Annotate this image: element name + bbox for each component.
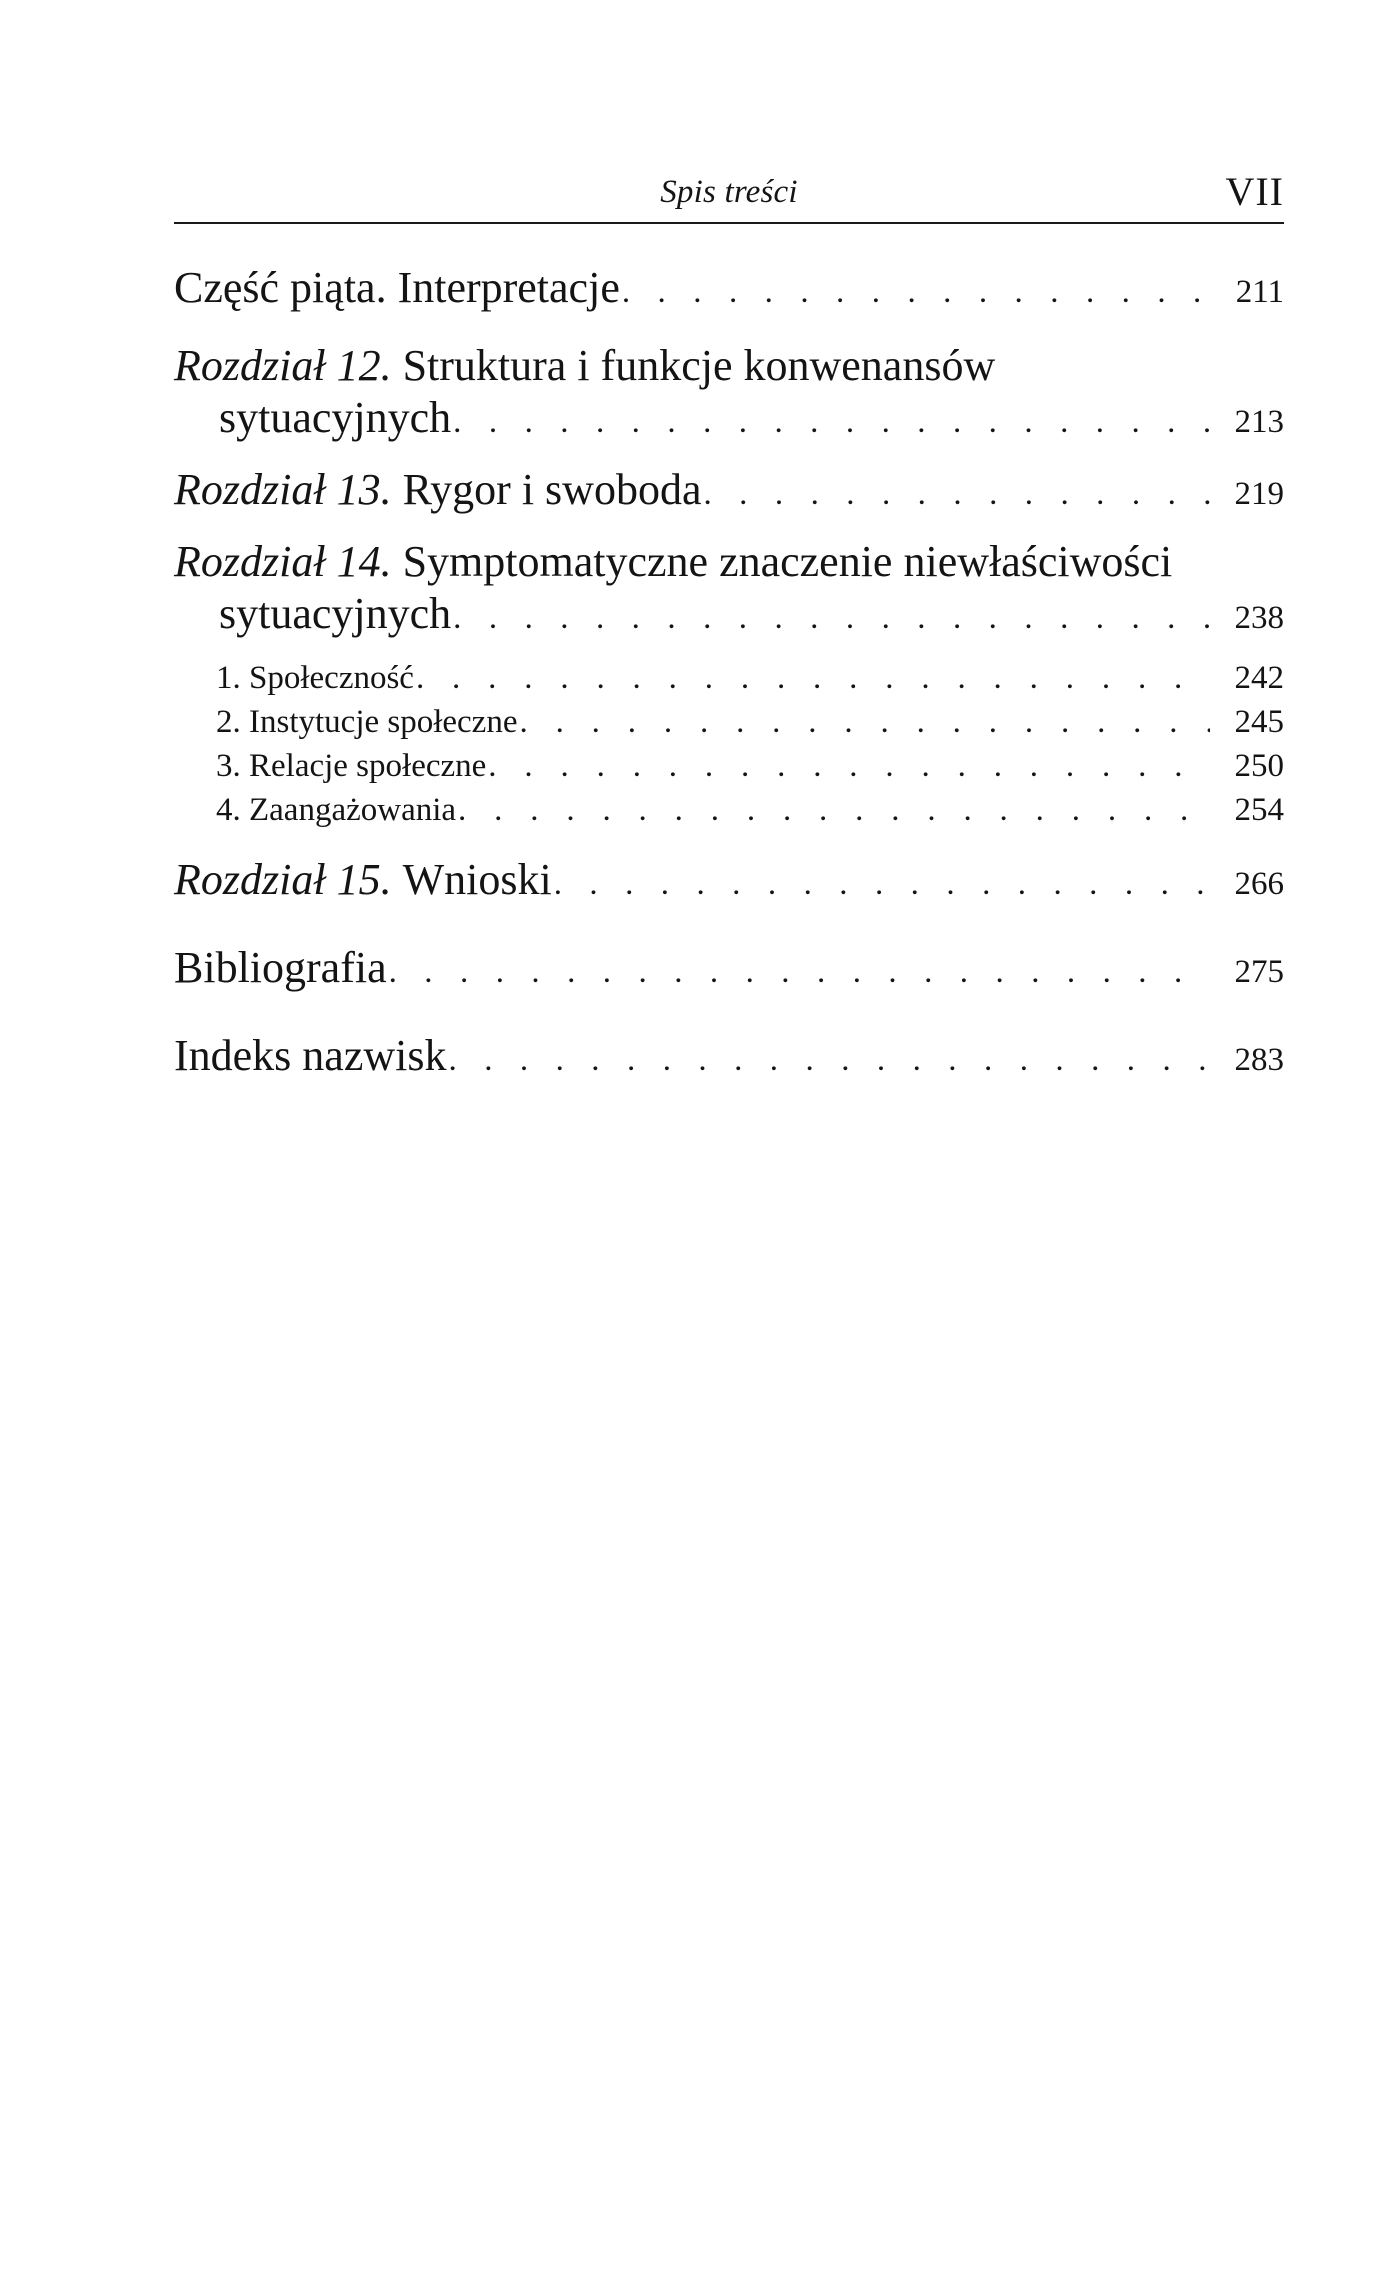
toc-section-1[interactable] (174, 656, 1284, 700)
running-header (174, 169, 1284, 224)
toc-entry-title: Symptomatyczne znaczenie niewłaściwości (402, 537, 1173, 586)
toc-entry-page: 211 (1235, 274, 1284, 310)
section-page: 254 (1234, 792, 1284, 828)
toc-entry-title: Część piąta. Interpretacje (174, 263, 620, 312)
toc-entry-part[interactable] (174, 262, 1284, 318)
dot-leader (389, 946, 1210, 998)
dot-leader (453, 396, 1210, 448)
section-title: Zaangażowania (249, 792, 457, 828)
toc-entry-title: Struktura i funkcje konwenansów (402, 341, 996, 390)
dot-leader (458, 788, 1210, 832)
toc-entry-title: Bibliografia (174, 943, 387, 992)
toc-entry-page: 275 (1234, 954, 1284, 990)
section-number: 3. (216, 748, 241, 784)
dot-leader (519, 700, 1210, 744)
dot-leader (703, 468, 1210, 520)
toc-entry-title: Rygor i swoboda (402, 465, 702, 514)
toc-entry-page: 213 (1234, 404, 1284, 440)
toc-entry-bibliography[interactable] (174, 942, 1284, 998)
section-page: 245 (1234, 704, 1284, 740)
chapter-label: Rozdział 15. (174, 855, 392, 904)
chapter-label: Rozdział 14. (174, 537, 392, 586)
toc-entry-page: 238 (1234, 600, 1284, 636)
toc-entry-title-continuation: sytuacyjnych (219, 393, 452, 442)
header-page-number: VII (1225, 169, 1284, 214)
chapter-label: Rozdział 13. (174, 465, 392, 514)
toc-section-3[interactable] (174, 744, 1284, 788)
toc-section-4[interactable] (174, 788, 1284, 832)
toc-entry-chapter-15[interactable] (174, 854, 1284, 910)
toc-entry-index[interactable] (174, 1030, 1284, 1086)
dot-leader (488, 744, 1210, 788)
toc-entry-page: 219 (1234, 476, 1284, 512)
section-title: Instytucje społeczne (249, 704, 518, 740)
section-number: 4. (216, 792, 241, 828)
section-page: 242 (1234, 660, 1284, 696)
toc-entry-title: Wnioski (402, 855, 552, 904)
chapter-label: Rozdział 12. (174, 341, 392, 390)
dot-leader (453, 592, 1210, 644)
toc-entry-title: Indeks nazwisk (174, 1031, 447, 1080)
section-page: 250 (1234, 748, 1284, 784)
table-of-contents (174, 262, 1284, 1086)
toc-entry-page: 283 (1234, 1042, 1284, 1078)
toc-section-2[interactable] (174, 700, 1284, 744)
toc-entry-chapter-14[interactable] (174, 536, 1284, 644)
toc-entry-title-continuation: sytuacyjnych (219, 589, 452, 638)
dot-leader (449, 1034, 1211, 1086)
header-title: Spis treści (660, 174, 798, 210)
toc-entry-page: 266 (1234, 866, 1284, 902)
section-title: Społeczność (249, 660, 414, 696)
toc-entry-chapter-12[interactable] (174, 340, 1284, 448)
section-number: 2. (216, 704, 241, 740)
toc-entry-chapter-13[interactable] (174, 464, 1284, 520)
dot-leader (622, 266, 1210, 318)
section-title: Relacje społeczne (249, 748, 487, 784)
dot-leader (416, 656, 1210, 700)
dot-leader (554, 858, 1210, 910)
section-number: 1. (216, 660, 241, 696)
